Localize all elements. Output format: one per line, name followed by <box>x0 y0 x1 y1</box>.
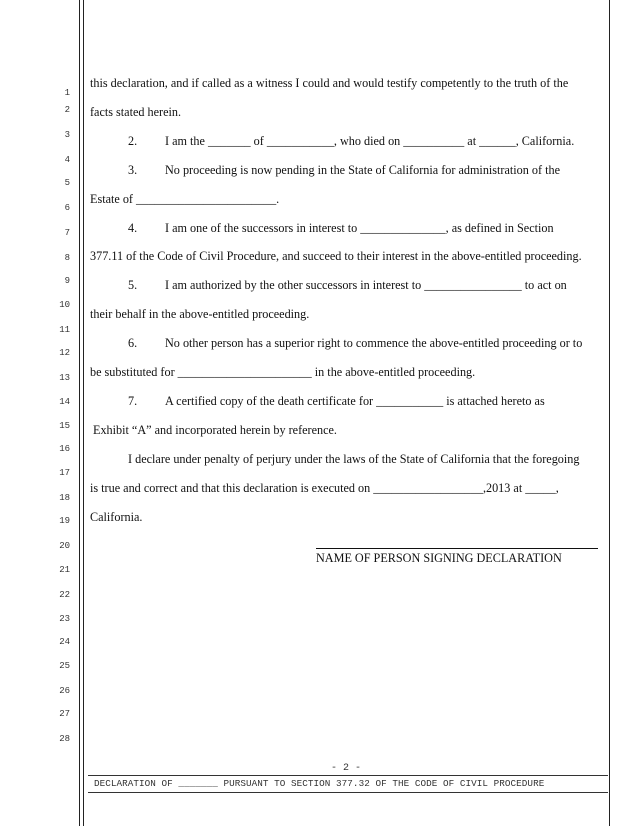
line-number: 16 <box>59 444 70 454</box>
paragraph-6-line-2: be substituted for ______________________ in the above-entitled proceeding. <box>90 365 476 379</box>
line-number: 24 <box>59 637 70 647</box>
line-number: 14 <box>59 397 70 407</box>
declaration-line-1: I declare under penalty of perjury under the laws of the State of California that the foregoing <box>128 452 580 466</box>
line-number: 28 <box>59 734 70 744</box>
paragraph-6-text: No other person has a superior right to commence the above-entitled proceeding or to <box>165 336 583 350</box>
line-number: 17 <box>59 468 70 478</box>
footer-rule-bottom <box>88 792 608 793</box>
footer-title: DECLARATION OF _______ PURSUANT TO SECTION 377.32 OF THE CODE OF CIVIL PROCEDURE <box>94 778 545 789</box>
paragraph-4-number: 4. <box>128 221 138 235</box>
page-number: - 2 - <box>330 763 361 774</box>
paragraph-7-text: A certified copy of the death certificate for ___________ is attached hereto as <box>165 394 545 408</box>
line-number: 19 <box>59 516 70 526</box>
line-number: 20 <box>59 541 70 551</box>
line-number: 10 <box>59 300 70 310</box>
line-number: 23 <box>59 614 70 624</box>
line-number: 11 <box>59 325 70 335</box>
footer-rule-top <box>88 775 608 776</box>
paragraph-6-number: 6. <box>128 336 138 350</box>
signature-label: NAME OF PERSON SIGNING DECLARATION <box>316 551 562 565</box>
line-number: 12 <box>59 348 70 358</box>
line-number: 13 <box>59 373 70 383</box>
left-margin-rule-inner <box>83 0 84 826</box>
paragraph-2-text: I am the _______ of ___________, who died on __________ at ______, California. <box>165 134 575 148</box>
paragraph-7-number: 7. <box>128 394 138 408</box>
paragraph-3-text: No proceeding is now pending in the State of California for administration of the <box>165 163 560 177</box>
line-number: 26 <box>59 686 70 696</box>
line-number: 22 <box>59 590 70 600</box>
paragraph-5-text: I am authorized by the other successors in interest to ________________ to act on <box>165 278 567 292</box>
line-number: 8 <box>64 253 70 263</box>
line-number: 18 <box>59 493 70 503</box>
line-number: 5 <box>64 178 70 188</box>
line-number: 1 <box>64 88 70 98</box>
paragraph-3-number: 3. <box>128 163 138 177</box>
declaration-line-2: is true and correct and that this declaration is executed on __________________,2013 at _____, <box>90 481 559 495</box>
line-number: 6 <box>64 203 70 213</box>
line-number: 9 <box>64 276 70 286</box>
paragraph-5-number: 5. <box>128 278 138 292</box>
line-number: 15 <box>59 421 70 431</box>
paragraph-7-line-2: Exhibit “A” and incorporated herein by reference. <box>93 423 337 437</box>
right-margin-rule <box>609 0 610 826</box>
declaration-line-3: California. <box>90 510 143 524</box>
line-number: 25 <box>59 661 70 671</box>
signature-line <box>316 548 598 549</box>
line-number: 2 <box>64 105 70 115</box>
line-number: 4 <box>64 155 70 165</box>
paragraph-4-line-2: 377.11 of the Code of Civil Procedure, and succeed to their interest in the above-entitled proceeding. <box>90 249 582 263</box>
paragraph-2-number: 2. <box>128 134 138 148</box>
line-number: 21 <box>59 565 70 575</box>
paragraph-1-line-2: facts stated herein. <box>90 105 182 119</box>
paragraph-5-line-2: their behalf in the above-entitled proceeding. <box>90 307 310 321</box>
paragraph-4-text: I am one of the successors in interest to ______________, as defined in Section <box>165 221 554 235</box>
line-number: 3 <box>64 130 70 140</box>
paragraph-1-line-1: this declaration, and if called as a witness I could and would testify competently to the truth of the <box>90 76 569 90</box>
paragraph-3-line-2: Estate of _______________________. <box>90 192 280 206</box>
left-margin-rule-outer <box>79 0 80 826</box>
line-number: 7 <box>64 228 70 238</box>
line-number: 27 <box>59 709 70 719</box>
